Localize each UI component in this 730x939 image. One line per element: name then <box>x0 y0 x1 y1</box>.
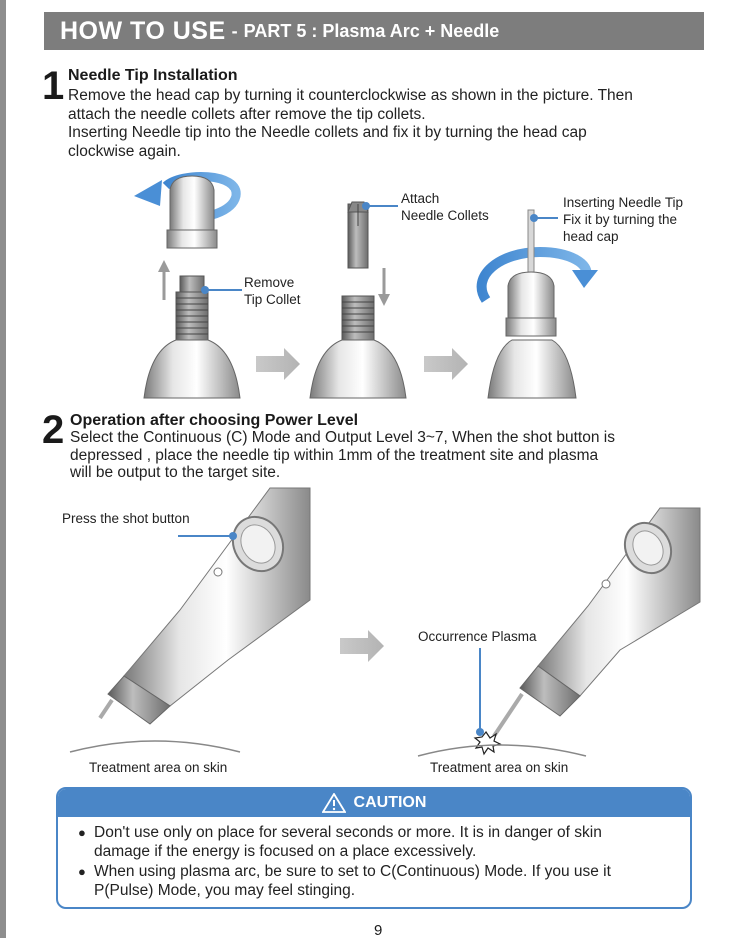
page-number: 9 <box>374 922 383 939</box>
header-separator: - <box>231 20 238 41</box>
caution-box <box>56 787 692 909</box>
step-1-line: Inserting Needle tip into the Needle collets and fix it by turning the head cap <box>68 124 587 141</box>
step-1-line: clockwise again. <box>68 142 181 160</box>
caution-line: ● When using plasma arc, be sure to set to C(Continuous) Mode. If you use it <box>94 863 611 880</box>
step-2-line: depressed , place the needle tip within 1mm of the treatment site and plasma <box>70 446 599 464</box>
label-line: Tip Collet <box>244 292 301 307</box>
skin-label-right: Treatment area on skin <box>430 760 569 775</box>
header-title: HOW TO USE <box>60 16 226 45</box>
header-subtitle: PART 5 : Plasma Arc + Needle <box>243 20 500 41</box>
needle-tip <box>100 700 112 718</box>
caution-list <box>58 823 690 900</box>
caution-line: damage if the energy is focused on a place excessively. <box>94 843 477 860</box>
caution-item <box>94 862 690 900</box>
caution-item <box>94 823 690 861</box>
step-2-title: Operation after choosing Power Level <box>70 412 359 429</box>
label-line: Attach <box>401 191 440 206</box>
label-line: head cap <box>563 229 619 244</box>
skin-surface <box>70 741 240 752</box>
caution-line: P(Pulse) Mode, you may feel stinging. <box>94 882 356 899</box>
warning-icon <box>322 793 346 813</box>
press-button-label: Press the shot button <box>62 511 190 526</box>
step-1-number: 1 <box>42 64 65 108</box>
step-1-line: attach the needle collets after remove the tip collets. <box>68 105 426 123</box>
caution-line: ● Don't use only on place for several seconds or more. It is in danger of skin <box>94 824 602 841</box>
skin-surface <box>418 745 586 756</box>
plasma-label: Occurrence Plasma <box>418 629 537 644</box>
label-line: Inserting Needle Tip <box>563 195 684 210</box>
step-1-line: Remove the head cap by turning it counterclockwise as shown in the picture. Then <box>68 87 633 104</box>
caution-header <box>58 789 690 817</box>
label-line: Needle Collets <box>401 208 489 223</box>
label-line: Remove <box>244 275 295 290</box>
skin-label-left: Treatment area on skin <box>89 760 228 775</box>
label-line: Fix it by turning the <box>563 212 678 227</box>
caution-title: CAUTION <box>353 794 427 811</box>
handpiece-pressing-button <box>70 488 310 752</box>
step-2-number: 2 <box>42 408 65 452</box>
result-arrow <box>340 630 384 662</box>
step-2-line: Select the Continuous (C) Mode and Output Level 3~7, When the shot button is <box>70 429 615 446</box>
step-2-line: will be output to the target site. <box>70 464 281 481</box>
step-1-title: Needle Tip Installation <box>68 67 238 84</box>
